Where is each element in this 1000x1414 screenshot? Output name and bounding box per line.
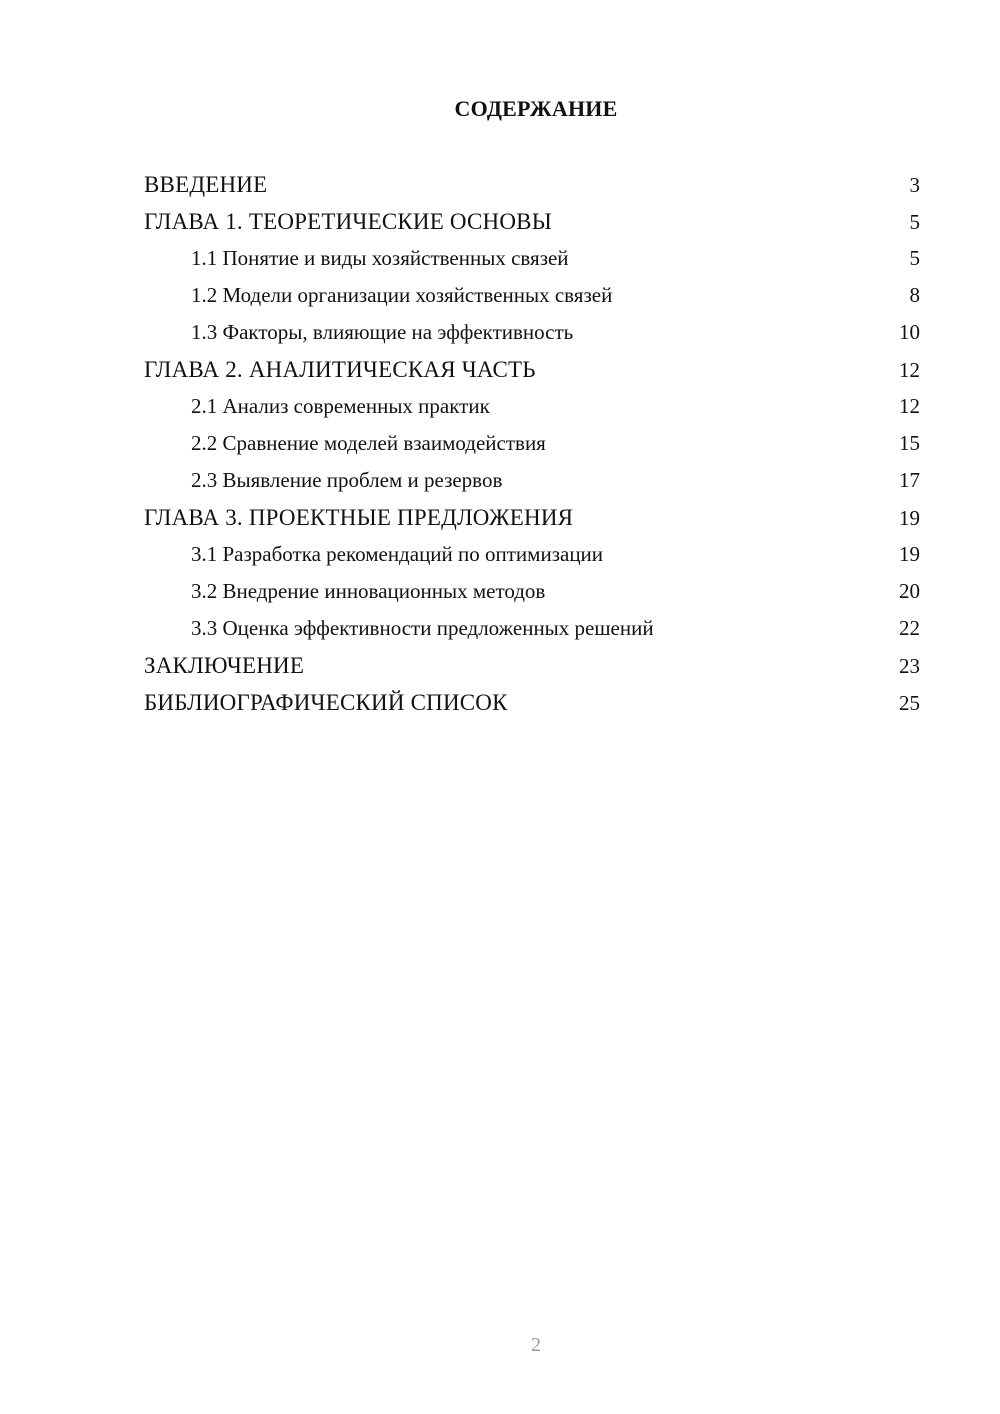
toc-entry-label: БИБЛИОГРАФИЧЕСКИЙ СПИСОК (144, 690, 508, 715)
toc-title: СОДЕРЖАНИЕ (454, 96, 618, 121)
toc-entry-section-2-3[interactable] (144, 462, 920, 499)
toc-entry-page: 10 (899, 320, 920, 344)
toc-entry-chapter-3[interactable] (144, 499, 920, 536)
toc-entry-page: 22 (899, 616, 920, 640)
toc-entry-label: 3.2 Внедрение инновационных методов (191, 579, 546, 603)
toc-entry-section-1-3[interactable] (144, 314, 920, 351)
toc-entry-page: 25 (899, 691, 920, 715)
toc-entry-section-2-1[interactable] (144, 388, 920, 425)
toc-entry-section-3-2[interactable] (144, 573, 920, 610)
toc-entry-section-3-3[interactable] (144, 610, 920, 647)
toc-entry-section-1-2[interactable] (144, 277, 920, 314)
toc-entry-section-3-1[interactable] (144, 536, 920, 573)
toc-entry-label: ГЛАВА 3. ПРОЕКТНЫЕ ПРЕДЛОЖЕНИЯ (144, 505, 574, 530)
toc-entry-label: ВВЕДЕНИЕ (144, 172, 268, 197)
toc-entry-page: 3 (909, 173, 920, 197)
table-of-contents (144, 166, 920, 721)
toc-entry-label: 1.2 Модели организации хозяйственных связей (191, 283, 613, 307)
toc-entry-section-1-1[interactable] (144, 240, 920, 277)
toc-entry-page: 19 (899, 542, 920, 566)
toc-entry-page: 12 (899, 394, 920, 418)
toc-entry-page: 5 (909, 246, 920, 270)
toc-entry-page: 12 (899, 358, 920, 382)
toc-entry-label: 2.2 Сравнение моделей взаимодействия (191, 431, 546, 455)
toc-entry-label: 1.3 Факторы, влияющие на эффективность (191, 320, 574, 344)
toc-entry-page: 8 (909, 283, 920, 307)
toc-entry-label: 3.3 Оценка эффективности предложенных решений (191, 616, 654, 640)
toc-entry-label: 1.1 Понятие и виды хозяйственных связей (191, 246, 569, 270)
toc-entry-page: 20 (899, 579, 920, 603)
toc-entry-label: ГЛАВА 1. ТЕОРЕТИЧЕСКИЕ ОСНОВЫ (144, 209, 552, 234)
toc-entry-chapter-2[interactable] (144, 351, 920, 388)
toc-entry-page: 19 (899, 506, 920, 530)
toc-entry-page: 23 (899, 654, 920, 678)
toc-entry-label: 2.1 Анализ современных практик (191, 394, 490, 418)
toc-entry-bibliography[interactable] (144, 684, 920, 721)
toc-entry-introduction[interactable] (144, 166, 920, 203)
page-number: 2 (531, 1334, 541, 1356)
toc-entry-page: 5 (909, 210, 920, 234)
toc-entry-label: 2.3 Выявление проблем и резервов (191, 468, 503, 492)
toc-entry-label: ГЛАВА 2. АНАЛИТИЧЕСКАЯ ЧАСТЬ (144, 357, 536, 382)
toc-entry-page: 15 (899, 431, 920, 455)
toc-entry-section-2-2[interactable] (144, 425, 920, 462)
toc-entry-label: 3.1 Разработка рекомендаций по оптимизации (191, 542, 604, 566)
toc-entry-conclusion[interactable] (144, 647, 920, 684)
toc-entry-page: 17 (899, 468, 920, 492)
toc-entry-chapter-1[interactable] (144, 203, 920, 240)
toc-entry-label: ЗАКЛЮЧЕНИЕ (144, 653, 305, 678)
